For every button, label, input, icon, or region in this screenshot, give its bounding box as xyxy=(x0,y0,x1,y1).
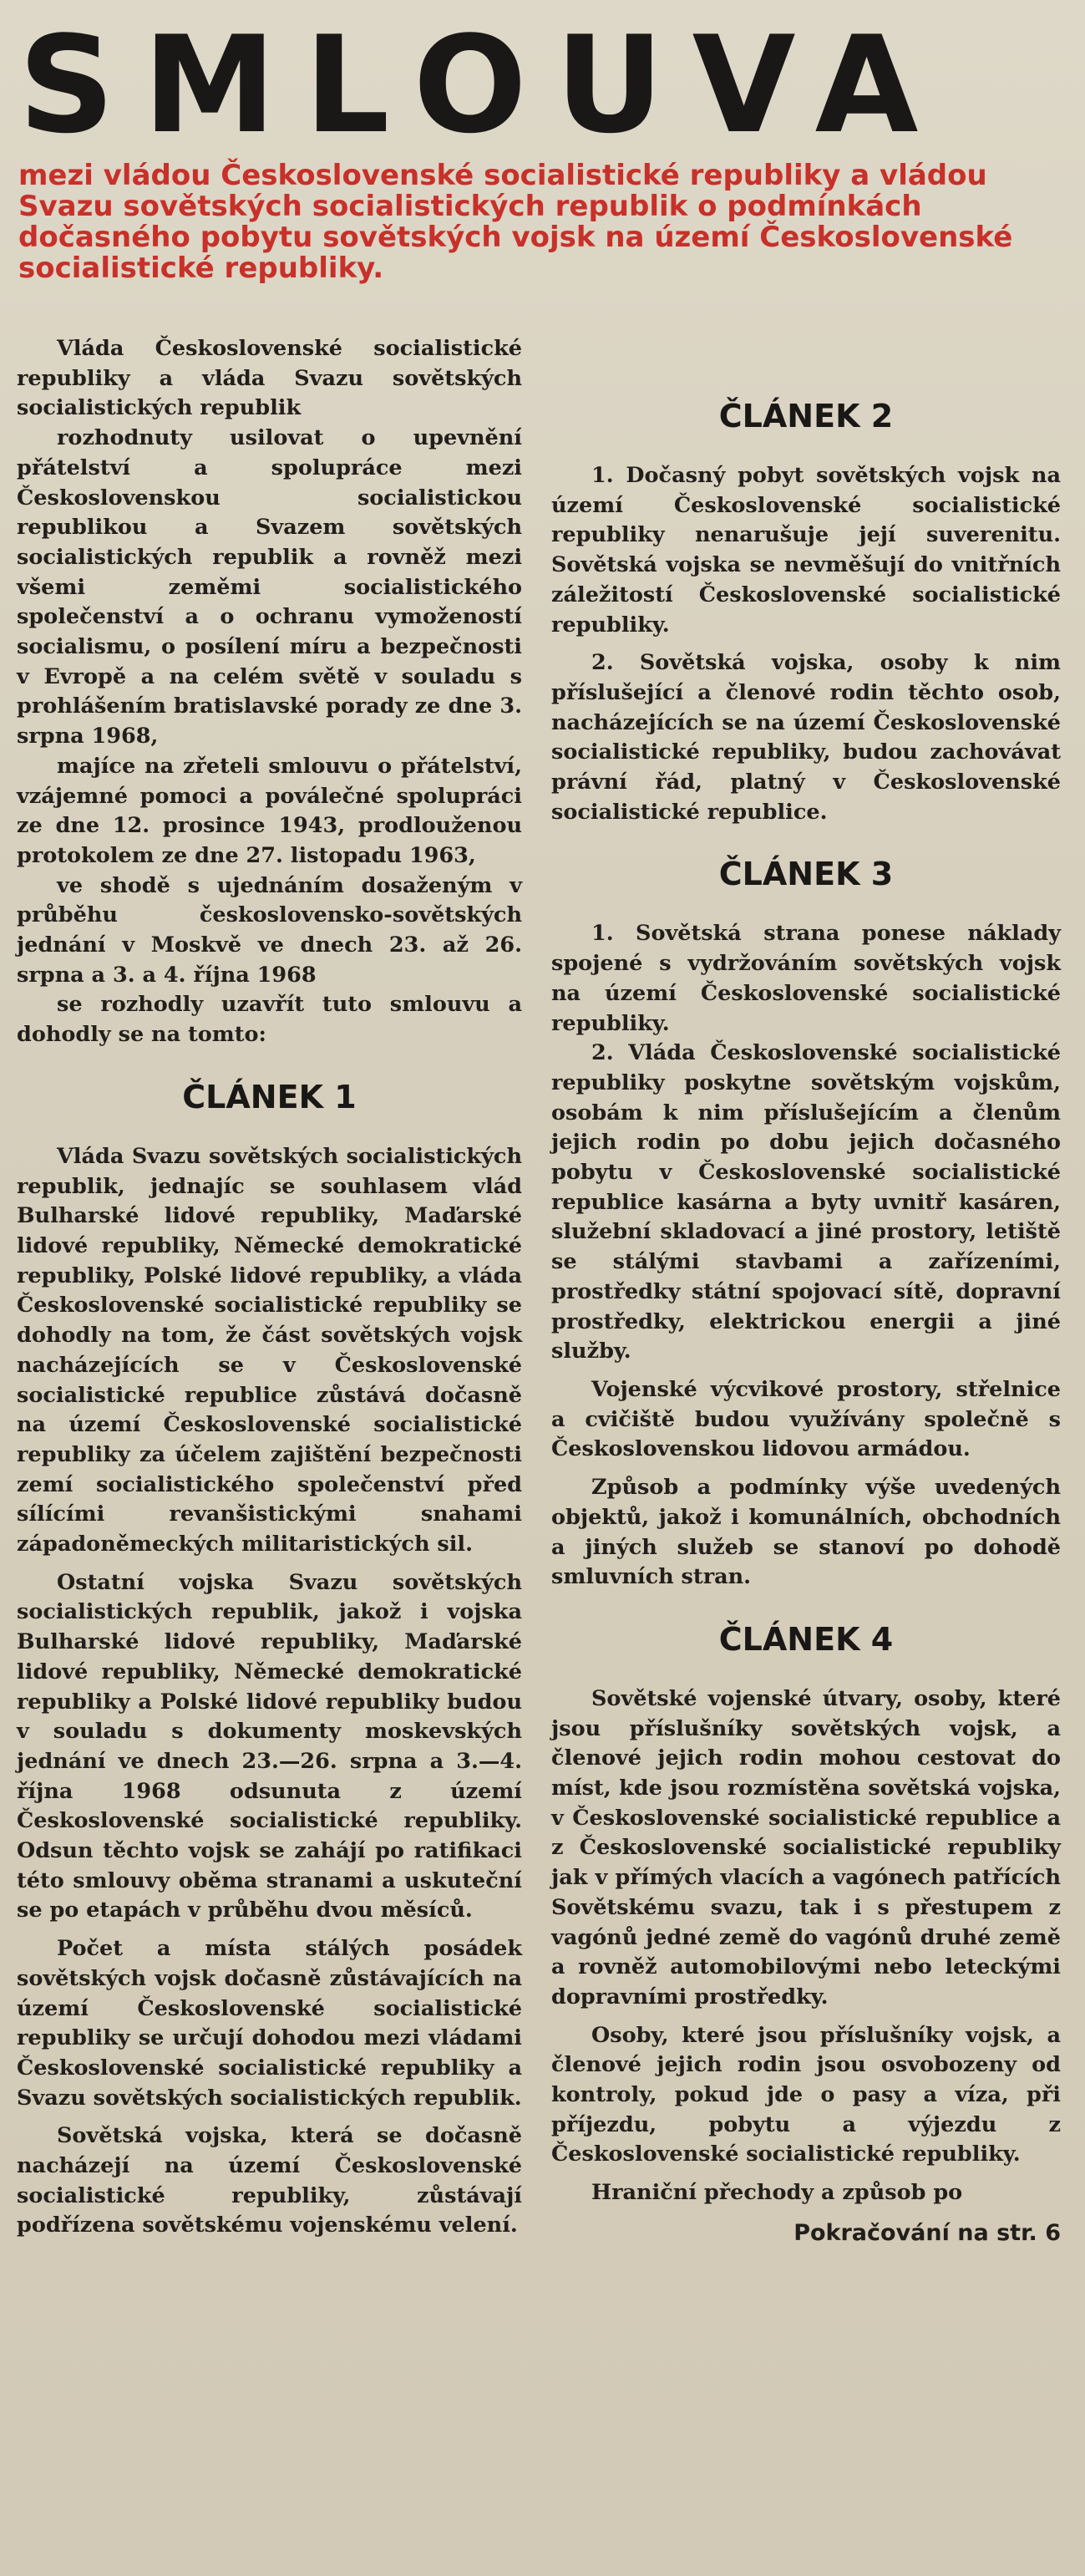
article-3-paragraph-2: 2. Vláda Československé socialistické republiky poskytne sovětským vojskům, osobám k nim příslušejícím a členům jejich rodin po dobu jejich dočasného pobytu v Československé socialistické republice kasárna a byty uvnitř kasáren, služební skladovací a jiné prostory, letiště se stálými stavbami a zařízeními, prostředky státní spojovací sítě, dopravní prostředky, elektrickou energii a jiné služby. xyxy=(551,1040,1061,1364)
intro-paragraph-3: majíce na zřeteli smlouvu o přátelství, vzájemné pomoci a poválečné spolupráci ze dne 12. prosince 1943, prodlouženou protokolem ze dne 27. listopadu 1963, xyxy=(17,753,522,868)
article-4-paragraph-2: Osoby, které jsou příslušníky vojsk, a členové jejich rodin jsou osvobozeny od kontroly, pokud jde o pasy a víza, při příjezdu, pobytu a výjezdu z Československé socialistické republiky. xyxy=(551,2022,1061,2167)
article-1-paragraph-2: Ostatní vojska Svazu sovětských socialistických republik, jakož i vojska Bulharské lidové republiky, Maďarské lidové republiky, Německé demokratické republiky a Polské lidové republiky budou v souladu s dokumenty moskevských jednání ve dnech 23.—26. srpna a 3.—4. října 1968 odsunuta z území Československé socialistické republiky. Odsun těchto vojsk se zahájí po ratifikaci této smlouvy oběma stranami a uskuteční se po etapách v průběhu dvou měsíců. xyxy=(17,1569,522,1923)
right-column xyxy=(551,334,1061,2250)
article-2-paragraph-1: 1. Dočasný pobyt sovětských vojsk na území Československé socialistické republiky nenarušuje její suverenitu. Sovětská vojska se nevměšují do vnitřních záležitostí Československé socialistické republiky. xyxy=(551,463,1061,638)
intro-paragraph-4: ve shodě s ujednáním dosaženým v průběhu československo-sovětských jednání v Moskvě ve dnech 23. až 26. srpna a 3. a 4. října 1968 xyxy=(17,872,522,988)
article-3-paragraph-3: Vojenské výcvikové prostory, střelnice a cvičiště budou využívány společně s Československou lidovou armádou. xyxy=(551,1376,1061,1462)
article-3-heading: ČLÁNEK 3 xyxy=(718,856,894,893)
article-1-paragraph-3: Počet a místa stálých posádek sovětských vojsk dočasně zůstávajících na území Československé socialistické republiky se určují dohodou mezi vládami Československé socialistické republiky a Svazu sovětských socialistických republik. xyxy=(17,1936,522,2111)
article-1-paragraph-1: Vláda Svazu sovětských socialistických republik, jednajíc se souhlasem vlád Bulharské lidové republiky, Maďarské lidové republiky, Německé demokratické republiky, Polské lidové republiky, a vláda Československé socialistické republiky se dohodly na tom, že část sovětských vojsk nacházejících se v Československé socialistické republice zůstává dočasně na území Československé socialistické republiky za účelem zajištění bezpečnosti zemí socialistického společenství před sílícími revanšistickými snahami západoněmeckých militaristických sil. xyxy=(17,1143,522,1557)
article-3-paragraph-1: 1. Sovětská strana ponese náklady spojené s vydržováním sovětských vojsk na území Československé socialistické republiky. xyxy=(551,921,1061,1036)
article-3-paragraph-4: Způsob a podmínky výše uvedených objektů, jakož i komunálních, obchodních a jiných služeb se stanoví po dohodě smluvních stran. xyxy=(551,1475,1061,1590)
article-4-heading: ČLÁNEK 4 xyxy=(718,1620,894,1658)
continued-on-page-link[interactable]: Pokračování na str. 6 xyxy=(793,2219,1061,2246)
article-4-paragraph-1: Sovětské vojenské útvary, osoby, které jsou příslušníky sovětských vojsk, a členové jejich rodin mohou cestovat do míst, kde jsou rozmístěna sovětská vojska, v Československé socialistické republice a z Československé socialistické republiky jak v přímých vlacích a vagónech patřících Sovětskému svazu, tak i s přestupem z vagónů jedné země do vagónů druhé země a rovněž automobilovými nebo leteckými dopravními prostředky. xyxy=(551,1685,1061,2009)
subtitle: mezi vládou Československé socialistické republiky a vládou Svazu sovětských socialistických republik o podmínkách dočasného pobytu sovětských vojsk na území Československé socialistické republiky. xyxy=(18,159,1013,285)
intro-paragraph-5: se rozhodly uzavřít tuto smlouvu a dohodly se na tomto: xyxy=(17,992,522,1048)
headline: SMLOUVA xyxy=(18,7,947,163)
intro-paragraph-1: Vláda Československé socialistické republiky a vláda Svazu sovětských socialistických republik xyxy=(17,336,522,421)
article-4-paragraph-3: Hraniční přechody a způsob po xyxy=(591,2180,963,2206)
article-2-paragraph-2: 2. Sovětská vojska, osoby k nim příslušející a členové rodin těchto osob, nacházejících se na území Československé socialistické republiky, budou zachovávat právní řád, platný v Československé socialistické republice. xyxy=(551,650,1061,825)
intro-paragraph-2: rozhodnuty usilovat o upevnění přátelství a spolupráce mezi Československou socialistickou republikou a Svazem sovětských socialistických republik a rovněž mezi všemi zeměmi socialistického společenství a o ochranu vymožeností socialismu, o posílení míru a bezpečnosti v Evropě a na celém světě v souladu s prohlášením bratislavské porady ze dne 3. srpna 1968, xyxy=(17,425,522,749)
article-2-heading: ČLÁNEK 2 xyxy=(718,398,894,434)
article-1-paragraph-4: Sovětská vojska, která se dočasně nacházejí na území Československé socialistické republiky, zůstávají podřízena sovětskému vojenskému velení. xyxy=(17,2123,522,2238)
article-1-heading: ČLÁNEK 1 xyxy=(182,1078,357,1115)
left-column xyxy=(17,334,522,2241)
